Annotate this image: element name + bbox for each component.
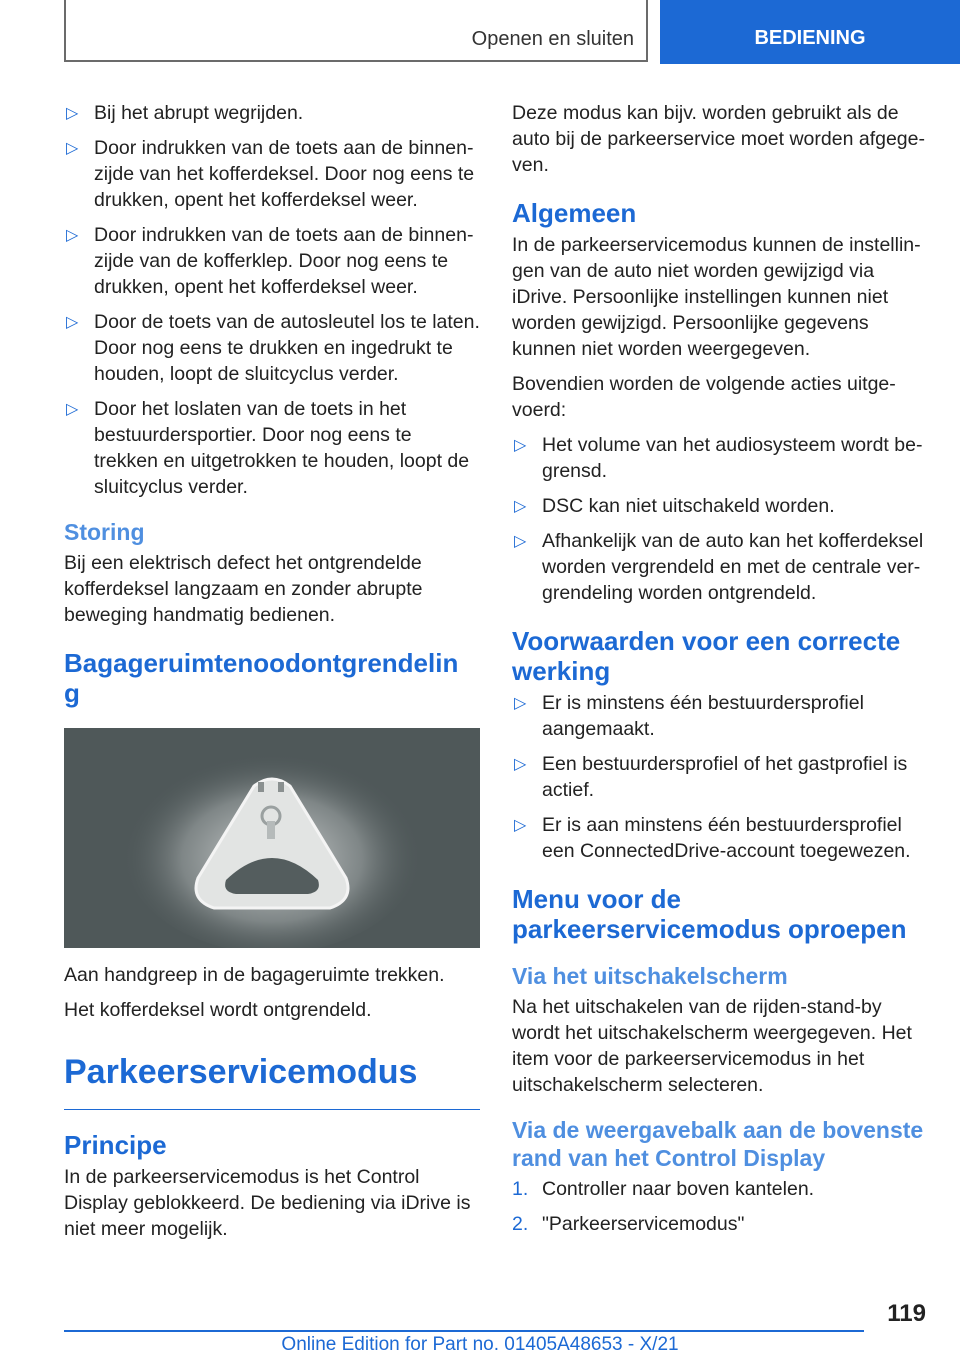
steps-list — [512, 1176, 928, 1237]
algemeen-text-2: Bovendien worden de volgende acties uitgevoerd: — [512, 373, 896, 421]
list-item: ▷ Door indrukken van de toets aan de binnenzijde van de kofferklep. Door nog eens te drukken, opent het kofferdeksel weer. — [66, 224, 474, 298]
triangle-bullet-icon: ▷ — [66, 227, 79, 244]
uitschakelscherm-text: Na het uitschakelen van de rijden-stand-by wordt het uitschakelscherm weergegeven. Het item voor de parkeerservicemodus in het uitschakelscherm selecteren. — [512, 996, 912, 1096]
voorwaarden-list — [512, 690, 928, 864]
triangle-bullet-icon: ▷ — [66, 401, 79, 418]
menu-heading: Menu voor de parkeerservicemodus oproepen — [512, 884, 907, 944]
triangle-bullet-icon: ▷ — [514, 533, 527, 550]
algemeen-text-1: In de parkeerservicemodus kunnen de instellingen van de auto niet worden gewijzigd via iDrive. Persoonlijke instellingen kunnen niet worden gewijzigd. Persoonlijke gegevens kunnen niet worden weergegeven. — [512, 234, 921, 360]
storing-heading: Storing — [64, 519, 145, 545]
list-item: ▷ Een bestuurdersprofiel of het gastprofiel is actief. — [514, 753, 908, 801]
triangle-bullet-icon: ▷ — [514, 437, 527, 454]
list-item: ▷ Door de toets van de autosleutel los te laten. Door nog eens te drukken en ingedrukt te houden, loopt de sluitcyclus verder. — [66, 311, 480, 385]
parkeerservicemodus-heading: Parkeerservicemodus — [64, 1049, 480, 1110]
photo-caption-2: Het kofferdeksel wordt ontgrendeld. — [64, 999, 372, 1021]
chapter-tab: BEDIENING — [660, 0, 960, 64]
action-list — [64, 100, 480, 500]
edition-footer: Online Edition for Part no. 01405A48653 - X/21 — [281, 1334, 679, 1355]
footer-divider — [64, 1330, 864, 1332]
right-column — [512, 100, 928, 1246]
handle-illustration — [64, 728, 480, 948]
algemeen-list — [512, 432, 928, 606]
triangle-bullet-icon: ▷ — [66, 314, 79, 331]
list-item: ▷ Er is aan minstens één bestuurdersprofiel een ConnectedDrive-account toegewezen. — [514, 814, 911, 862]
triangle-bullet-icon: ▷ — [514, 817, 527, 834]
page-header — [0, 0, 960, 64]
trunk-release-handle-photo — [64, 728, 480, 948]
step-item: 2. "Parkeerservicemodus" — [512, 1213, 745, 1235]
step-number: 1. — [512, 1178, 529, 1200]
intro-text: Deze modus kan bijv. worden gebruikt als de auto bij de parkeerservice moet worden afgegeven. — [512, 102, 925, 176]
triangle-bullet-icon: ▷ — [514, 498, 527, 515]
left-column — [64, 100, 480, 1251]
uitschakelscherm-heading: Via het uitschakelscherm — [512, 963, 788, 989]
triangle-bullet-icon: ▷ — [514, 756, 527, 773]
step-item: 1. Controller naar boven kantelen. — [512, 1178, 815, 1200]
algemeen-heading: Algemeen — [512, 198, 637, 228]
list-item: ▷ DSC kan niet uitschakeld worden. — [512, 493, 928, 519]
page-number: 119 — [887, 1300, 926, 1327]
triangle-bullet-icon: ▷ — [514, 695, 527, 712]
principe-heading: Principe — [64, 1130, 167, 1160]
bagage-heading: Bagageruimtenoodontgrendelin g — [64, 648, 459, 708]
weergavebalk-heading: Via de weergavebalk aan de bovenste rand van het Control Display — [512, 1117, 924, 1171]
list-item: ▷ Door indrukken van de toets aan de binnenzijde van het kofferdeksel. Door nog eens te drukken, opent het kofferdeksel weer. — [66, 137, 475, 211]
triangle-bullet-icon: ▷ — [66, 140, 79, 157]
list-item: ▷ Het volume van het audiosysteem wordt begrensd. — [514, 434, 923, 482]
storing-text: Bij een elektrisch defect het ontgrendelde kofferdeksel langzaam en zonder abrupte beweging handmatig bedienen. — [64, 552, 423, 626]
triangle-bullet-icon: ▷ — [66, 105, 79, 122]
principe-text: In de parkeerservicemodus is het Control Display geblokkeerd. De bediening via iDrive is niet meer mogelijk. — [64, 1166, 471, 1240]
list-item: ▷ Bij het abrupt wegrijden. — [64, 100, 480, 126]
step-number: 2. — [512, 1213, 529, 1235]
voorwaarden-heading: Voorwaarden voor een correcte werking — [512, 626, 901, 686]
photo-caption-1: Aan handgreep in de bagageruimte trekken. — [64, 964, 445, 986]
section-title: Openen en sluiten — [471, 28, 634, 50]
list-item: ▷ Door het loslaten van de toets in het bestuurdersportier. Door nog eens te trekken en uitgetrokken te houden, loopt de sluitcyclus verder. — [66, 398, 470, 498]
list-item: ▷ Er is minstens één bestuurdersprofiel aangemaakt. — [514, 692, 864, 740]
list-item: ▷ Afhankelijk van de auto kan het kofferdeksel worden vergrendeld en met de centrale vergrendeling worden ontgrendeld. — [514, 530, 924, 604]
